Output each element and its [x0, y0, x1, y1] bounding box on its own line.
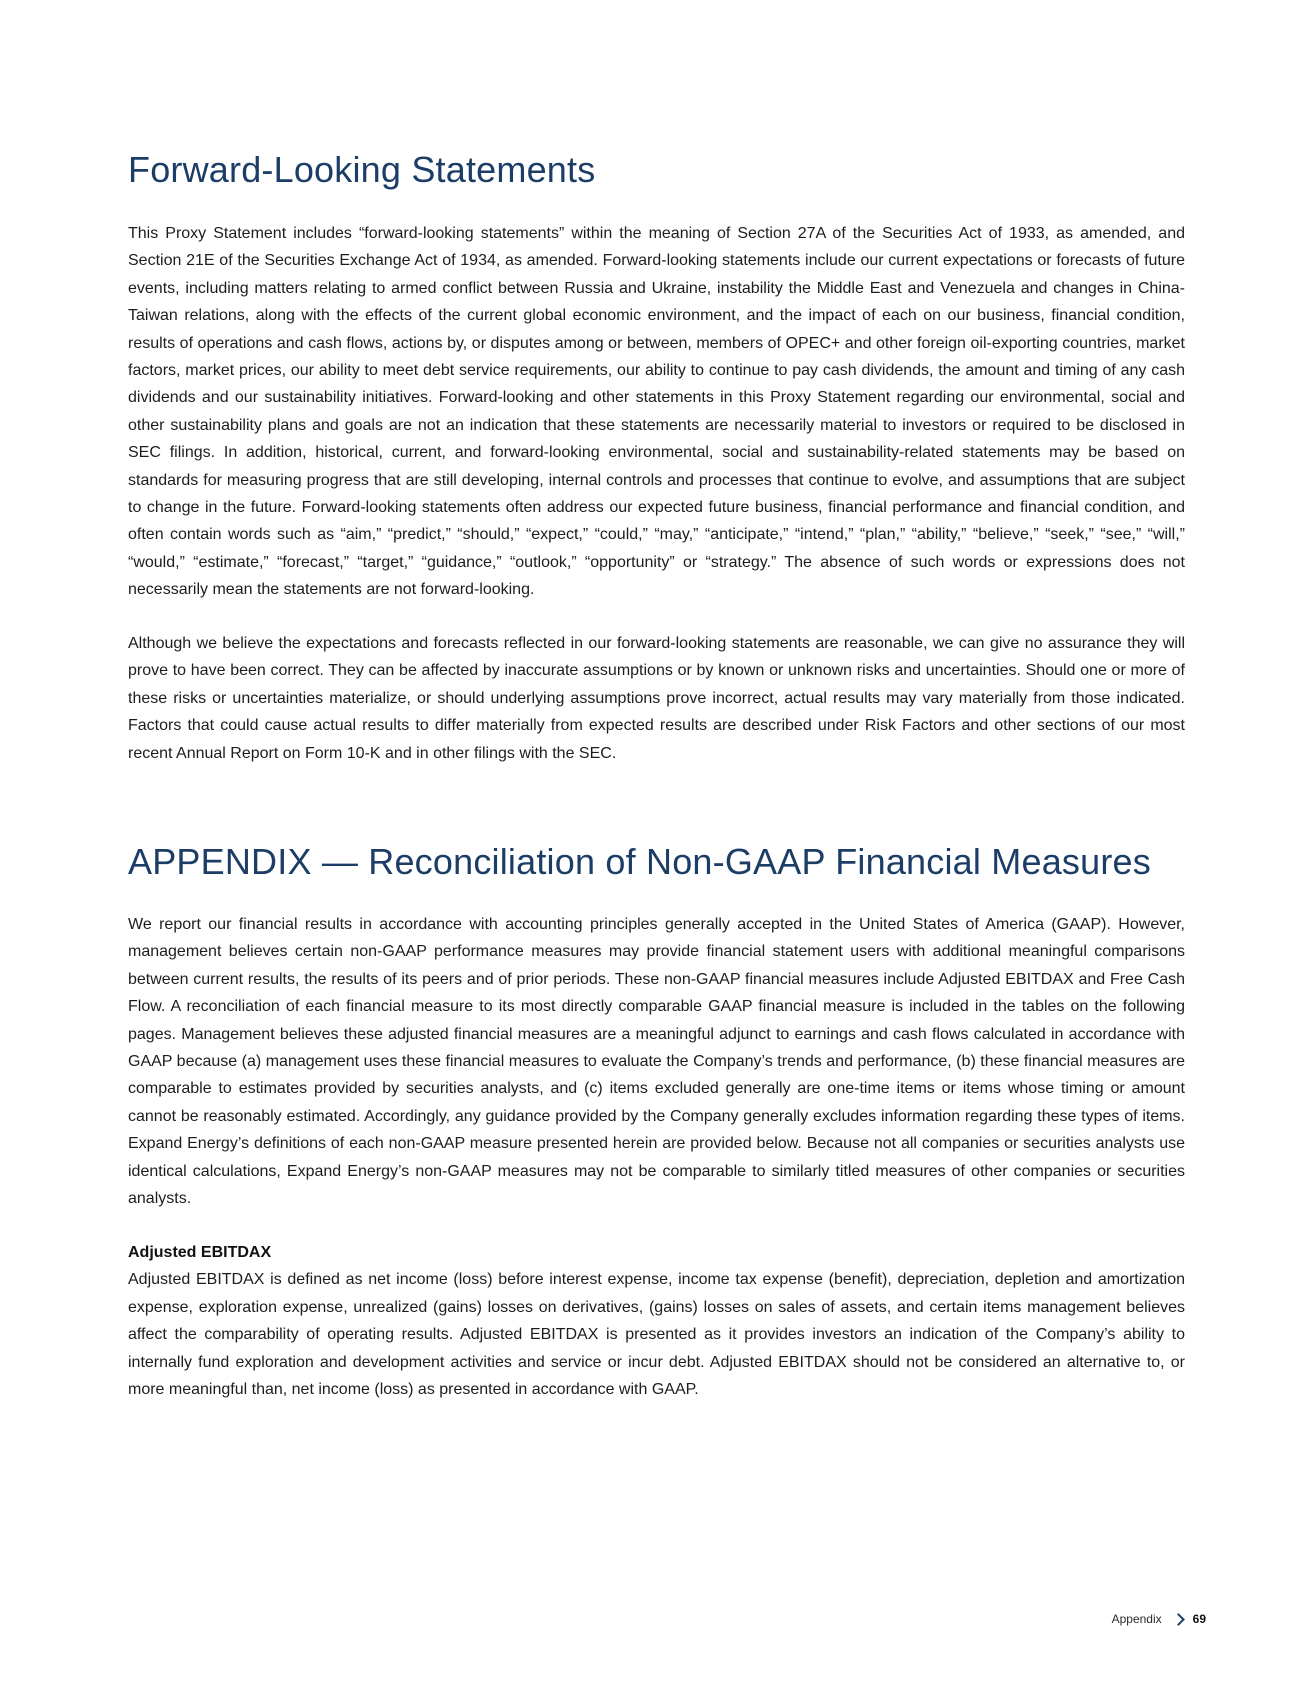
forward-looking-paragraph-2: Although we believe the expectations and forecasts reflected in our forward-looking statements are reasonable, we can give no assurance they will prove to have been correct. They can be affected by inaccurate assumptions or by known or unknown risks and uncertainties. Should one or more of these risks or uncertainties materialize, or should underlying assumptions prove incorrect, actual results may vary materially from those indicated. Factors that could cause actual results to differ materially from expected results are described under Risk Factors and other sections of our most recent Annual Report on Form 10-K and in other filings with the SEC. [128, 635, 1185, 762]
page-number: 69 [1192, 1612, 1206, 1626]
chevron-right-icon [1172, 1613, 1185, 1626]
forward-looking-paragraph-1-block [128, 220, 1185, 604]
section-title-appendix: APPENDIX — Reconciliation of Non-GAAP Financial Measures [128, 841, 1151, 882]
footer-section-label: Appendix [1111, 1612, 1162, 1626]
appendix-paragraph-1-block [128, 911, 1185, 1212]
forward-looking-paragraph-1: This Proxy Statement includes “forward-looking statements” within the meaning of Section 27A of the Securities Act of 1933, as amended, and Section 21E of the Securities Exchange Act of 1934, as amended. Forward-looking statements include our current expectations or forecasts of future events, including matters relating to armed conflict between Russia and Ukraine, instability the Middle East and Venezuela and changes in China-Taiwan relations, along with the effects of the current global economic environment, and the impact of each on our business, financial condition, results of operations and cash flows, actions by, or disputes among or between, members of OPEC+ and other foreign oil-exporting countries, market factors, market prices, our ability to meet debt service requirements, our ability to continue to pay cash dividends, the amount and timing of any cash dividends and our sustainability initiatives. Forward-looking and other statements in this Proxy Statement regarding our environmental, social and other sustainability plans and goals are not an indication that these statements are necessarily material to investors or required to be disclosed in SEC filings. In addition, historical, current, and forward-looking environmental, social and sustainability-related statements may be based on standards for measuring progress that are still developing, internal controls and processes that continue to evolve, and assumptions that are subject to change in the future. Forward-looking statements often address our expected future business, financial performance and financial condition, and often contain words such as “aim,” “predict,” “should,” “expect,” “could,” “may,” “anticipate,” “intend,” “plan,” “ability,” “believe,” “seek,” “see,” “will,” “would,” “estimate,” “forecast,” “target,” “guidance,” “outlook,” “opportunity” or “strategy.” The absence of such words or expressions does not necessarily mean the statements are not forward-looking. [128, 225, 1185, 599]
page-footer [1112, 1612, 1206, 1626]
adjusted-ebitdax-paragraph: Adjusted EBITDAX is defined as net income (loss) before interest expense, income tax expense (benefit), depreciation, depletion and amortization expense, exploration expense, unrealized (gains) losses on derivatives, (gains) losses on sales of assets, and certain items management believes affect the comparability of operating results. Adjusted EBITDAX is presented as it provides investors an indication of the Company’s ability to internally fund exploration and development activities and service or incur debt. Adjusted EBITDAX should not be considered an alternative to, or more meaningful than, net income (loss) as presented in accordance with GAAP. [128, 1271, 1185, 1399]
forward-looking-paragraph-2-block [128, 630, 1185, 767]
adjusted-ebitdax-block [128, 1239, 1185, 1403]
appendix-paragraph-1: We report our financial results in accordance with accounting principles generally accepted in the United States of America (GAAP). However, management believes certain non-GAAP performance measures may provide financial statement users with additional meaningful comparisons between current results, the results of its peers and of prior periods. These non-GAAP financial measures include Adjusted EBITDAX and Free Cash Flow. A reconciliation of each financial measure to its most directly comparable GAAP financial measure is included in the tables on the following pages. Management believes these adjusted financial measures are a meaningful adjunct to earnings and cash flows calculated in accordance with GAAP because (a) management uses these financial measures to evaluate the Company’s trends and performance, (b) these financial measures are comparable to estimates provided by securities analysts, and (c) items excluded generally are one-time items or items whose timing or amount cannot be reasonably estimated. Accordingly, any guidance provided by the Company generally excludes information regarding these types of items. Expand Energy’s definitions of each non-GAAP measure presented herein are provided below. Because not all companies or securities analysts use identical calculations, Expand Energy’s non-GAAP measures may not be comparable to similarly titled measures of other companies or securities analysts. [128, 916, 1185, 1208]
adjusted-ebitdax-heading: Adjusted EBITDAX [128, 1244, 272, 1261]
section-title-forward-looking: Forward-Looking Statements [128, 149, 596, 190]
